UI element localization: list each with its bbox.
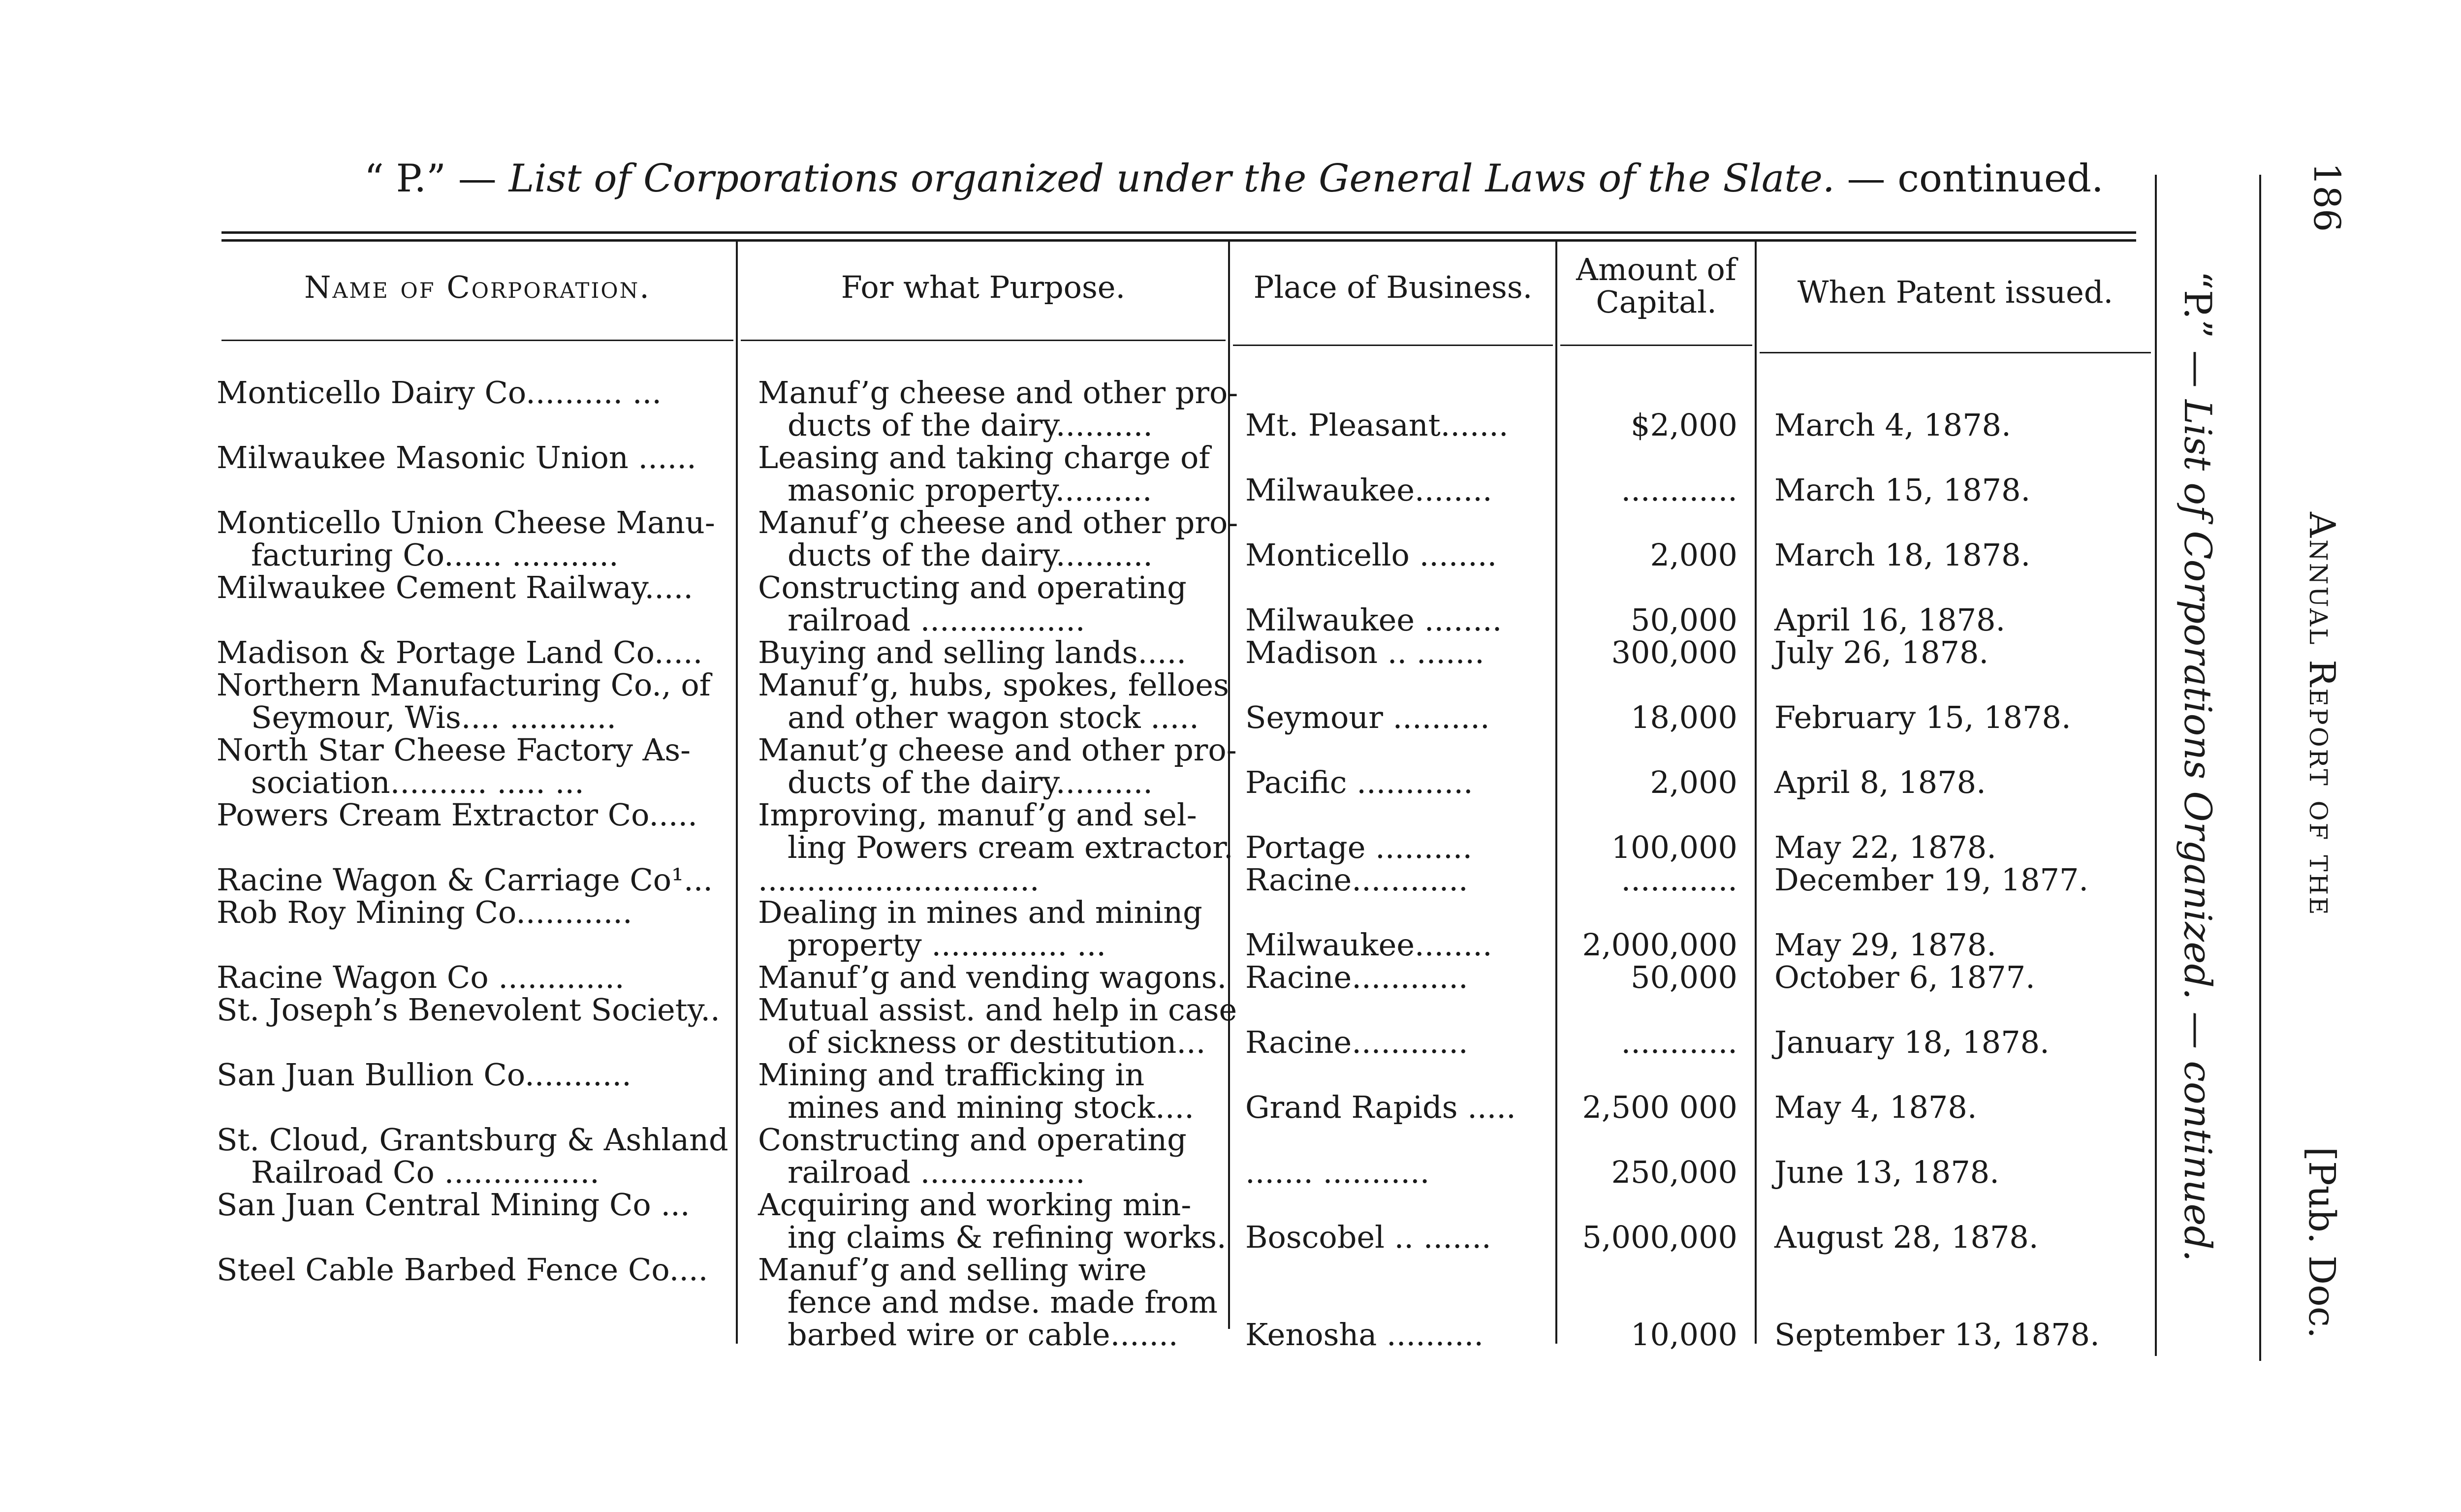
place-of-business: ....... ........... [1245,1154,1430,1190]
amount-of-capital: 250,000 [1611,1154,1737,1190]
header-capital [1558,253,1755,318]
corporation-name: Seymour, Wis.... ........... [251,699,617,735]
corporation-name: Railroad Co ................ [251,1154,599,1190]
place-of-business: Milwaukee........ [1245,472,1492,508]
corporation-name: Milwaukee Masonic Union ...... [217,440,696,475]
header-capital-line1: Amount of [1576,252,1736,287]
place-of-business: Milwaukee........ [1245,927,1492,963]
purpose-text: barbed wire or cable....... [788,1317,1178,1353]
amount-of-capital: 300,000 [1611,634,1737,670]
purpose-text: railroad ................. [788,602,1085,638]
amount-of-capital: ............ [1621,1024,1737,1060]
patent-date: September 13, 1878. [1774,1317,2100,1353]
amount-of-capital: 2,500 000 [1582,1089,1737,1125]
patent-date: April 16, 1878. [1774,602,2006,638]
amount-of-capital: 50,000 [1631,959,1737,995]
corporation-name: St. Cloud, Grantsburg & Ashland [217,1122,728,1158]
header-capital-line2: Capital. [1596,284,1717,320]
patent-date: October 6, 1877. [1774,959,2035,995]
corporation-name: Powers Cream Extractor Co..... [217,797,697,833]
purpose-text: of sickness or destitution... [788,1024,1206,1060]
purpose-text: Manuf’g and vending wagons. [758,959,1227,995]
header-underline [741,340,1226,341]
purpose-text: Manuf’g and selling wire [758,1252,1147,1288]
corporation-name: Rob Roy Mining Co............ [217,894,632,930]
corporation-name: Milwaukee Cement Railway..... [217,569,694,605]
header-underline [1233,345,1553,346]
corporation-name: facturing Co...... ........... [251,537,619,573]
place-of-business: Racine............ [1245,959,1468,995]
amount-of-capital: 50,000 [1631,602,1737,638]
patent-date: March 4, 1878. [1774,407,2011,443]
patent-date: July 26, 1878. [1774,634,1989,670]
purpose-text: property .............. ... [788,927,1106,963]
amount-of-capital: 10,000 [1631,1317,1737,1353]
patent-date: March 18, 1878. [1774,537,2031,573]
purpose-text: railroad ................. [788,1154,1085,1190]
purpose-text: fence and mdse. made from [788,1284,1218,1320]
purpose-text: ducts of the dairy.......... [788,764,1153,800]
patent-date: February 15, 1878. [1774,699,2071,735]
purpose-text: and other wagon stock ..... [788,699,1199,735]
corporation-name: St. Joseph’s Benevolent Society.. [217,992,720,1028]
place-of-business: Portage .......... [1245,829,1473,865]
corporation-name: San Juan Bullion Co........... [217,1057,631,1093]
corporation-name: Monticello Dairy Co.......... ... [217,375,662,410]
corporation-name: Racine Wagon Co ............. [217,959,625,995]
patent-date: January 18, 1878. [1774,1024,2050,1060]
patent-date: May 29, 1878. [1774,927,1996,963]
purpose-text: ducts of the dairy.......... [788,407,1153,443]
place-of-business: Seymour .......... [1245,699,1490,735]
purpose-text: Dealing in mines and mining [758,894,1202,930]
corporation-name: Racine Wagon & Carriage Co¹... [217,862,713,898]
place-of-business: Milwaukee ........ [1245,602,1502,638]
corporation-name: North Star Cheese Factory As- [217,732,691,768]
header-underline [1560,345,1752,346]
amount-of-capital: ............ [1621,472,1737,508]
purpose-text: Constructing and operating [758,1122,1187,1158]
purpose-text: Manuf’g, hubs, spokes, felloes [758,667,1229,703]
patent-date: May 4, 1878. [1774,1089,1977,1125]
amount-of-capital: $2,000 [1631,407,1737,443]
place-of-business: Racine............ [1245,1024,1468,1060]
purpose-text: Leasing and taking charge of [758,440,1210,475]
header-purpose: For what Purpose. [841,269,1126,305]
purpose-text: Manuf’g cheese and other pro- [758,375,1238,410]
column-divider [1755,241,1757,1344]
header-underline [1760,352,2151,353]
patent-date: June 13, 1878. [1774,1154,1999,1190]
page-title: “ P.” — List of Corporations organized under the General Laws of the Slate. — continued. [364,157,2104,201]
margin-rule [2259,175,2261,1361]
purpose-text: Buying and selling lands..... [758,634,1187,670]
publication-label: [Pub. Doc. [2301,1147,2343,1339]
amount-of-capital: 2,000 [1650,764,1737,800]
place-of-business: Pacific ............ [1245,764,1473,800]
amount-of-capital: 18,000 [1631,699,1737,735]
purpose-text: Acquiring and working min- [758,1187,1192,1223]
title-double-rule-bottom [221,239,2136,242]
patent-date: March 15, 1878. [1774,472,2031,508]
amount-of-capital: 2,000,000 [1582,927,1737,963]
corporation-name: Northern Manufacturing Co., of [217,667,711,703]
patent-date: May 22, 1878. [1774,829,1996,865]
table-right-border [2155,175,2157,1356]
place-of-business: Mt. Pleasant....... [1245,407,1509,443]
place-of-business: Kenosha .......... [1245,1317,1484,1353]
purpose-text: ............................. [758,862,1040,898]
side-title: “P.” — List of Corporations Organized. — continued. [2176,271,2220,1262]
place-of-business: Madison .. ....... [1245,634,1484,670]
place-of-business: Boscobel .. ....... [1245,1219,1491,1255]
purpose-text: ing claims & refining works. [788,1219,1227,1255]
header-place: Place of Business. [1253,269,1533,305]
header-patent: When Patent issued. [1797,274,2114,310]
corporation-name: Madison & Portage Land Co..... [217,634,703,670]
column-divider [736,241,738,1344]
purpose-text: ducts of the dairy.......... [788,537,1153,573]
purpose-text: ling Powers cream extractor. [788,829,1233,865]
amount-of-capital: ............ [1621,862,1737,898]
purpose-text: Mining and trafficking in [758,1057,1145,1093]
place-of-business: Monticello ........ [1245,537,1497,573]
purpose-text: Manuf’g cheese and other pro- [758,504,1238,540]
purpose-text: Improving, manuf’g and sel- [758,797,1197,833]
page-number: 186 [2305,162,2348,232]
corporation-name: sociation.......... ..... ... [251,764,584,800]
place-of-business: Racine............ [1245,862,1468,898]
title-double-rule-top [221,231,2136,234]
header-name: Name of Corporation. [304,269,651,305]
corporation-name: Monticello Union Cheese Manu- [217,504,715,540]
patent-date: August 28, 1878. [1774,1219,2039,1255]
purpose-text: Mutual assist. and help in case [758,992,1237,1028]
header-underline [221,340,733,341]
corporation-name: Steel Cable Barbed Fence Co.... [217,1252,708,1288]
purpose-text: Constructing and operating [758,569,1187,605]
amount-of-capital: 2,000 [1650,537,1737,573]
running-head: Annual Report of the [2302,512,2343,917]
purpose-text: masonic property.......... [788,472,1152,508]
place-of-business: Grand Rapids ..... [1245,1089,1516,1125]
corporation-name: San Juan Central Mining Co ... [217,1187,690,1223]
amount-of-capital: 100,000 [1611,829,1737,865]
amount-of-capital: 5,000,000 [1582,1219,1737,1255]
purpose-text: mines and mining stock.... [788,1089,1194,1125]
patent-date: December 19, 1877. [1774,862,2089,898]
purpose-text: Manut’g cheese and other pro- [758,732,1237,768]
patent-date: April 8, 1878. [1774,764,1986,800]
